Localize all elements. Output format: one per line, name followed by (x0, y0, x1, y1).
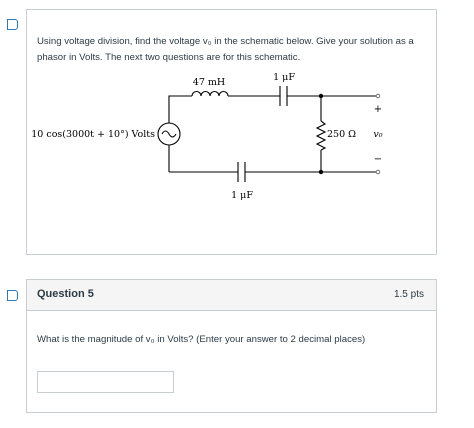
output-label: v₀ (373, 129, 383, 140)
resistor-symbol (317, 121, 325, 150)
capacitor-top-symbol (280, 86, 287, 106)
node-bottom (319, 170, 323, 174)
terminal-top (376, 94, 380, 98)
question-card (26, 279, 437, 413)
bookmark-icon[interactable] (7, 19, 18, 30)
question-prompt: Using voltage division, find the voltage v₀ in the schematic below. Give your solution as a phasor in Volts. The next two questions are for this schematic. (37, 36, 414, 63)
capacitor-top-label: 1 μF (273, 72, 295, 83)
source-label: 10 cos(3000t + 10°) Volts (31, 129, 155, 140)
inductor-symbol (192, 92, 228, 97)
question-card (26, 9, 437, 255)
question-text: What is the magnitude of v₀ in Volts? (Enter your answer to 2 decimal places) (37, 334, 366, 345)
answer-input[interactable] (37, 371, 174, 393)
capacitor-bottom-label: 1 μF (231, 190, 253, 201)
circuit-schematic (27, 10, 438, 256)
question-header (27, 280, 436, 311)
resistor-label: 250 Ω (327, 129, 357, 140)
plus-label: + (373, 104, 383, 115)
bookmark-icon[interactable] (7, 290, 18, 301)
minus-label: − (373, 154, 383, 165)
inductor-label: 47 mH (192, 77, 226, 88)
node-top (319, 94, 323, 98)
capacitor-bottom-symbol (238, 162, 245, 182)
question-title: Question 5 (37, 288, 94, 300)
terminal-bottom (376, 170, 380, 174)
question-points: 1.5 pts (393, 289, 424, 300)
